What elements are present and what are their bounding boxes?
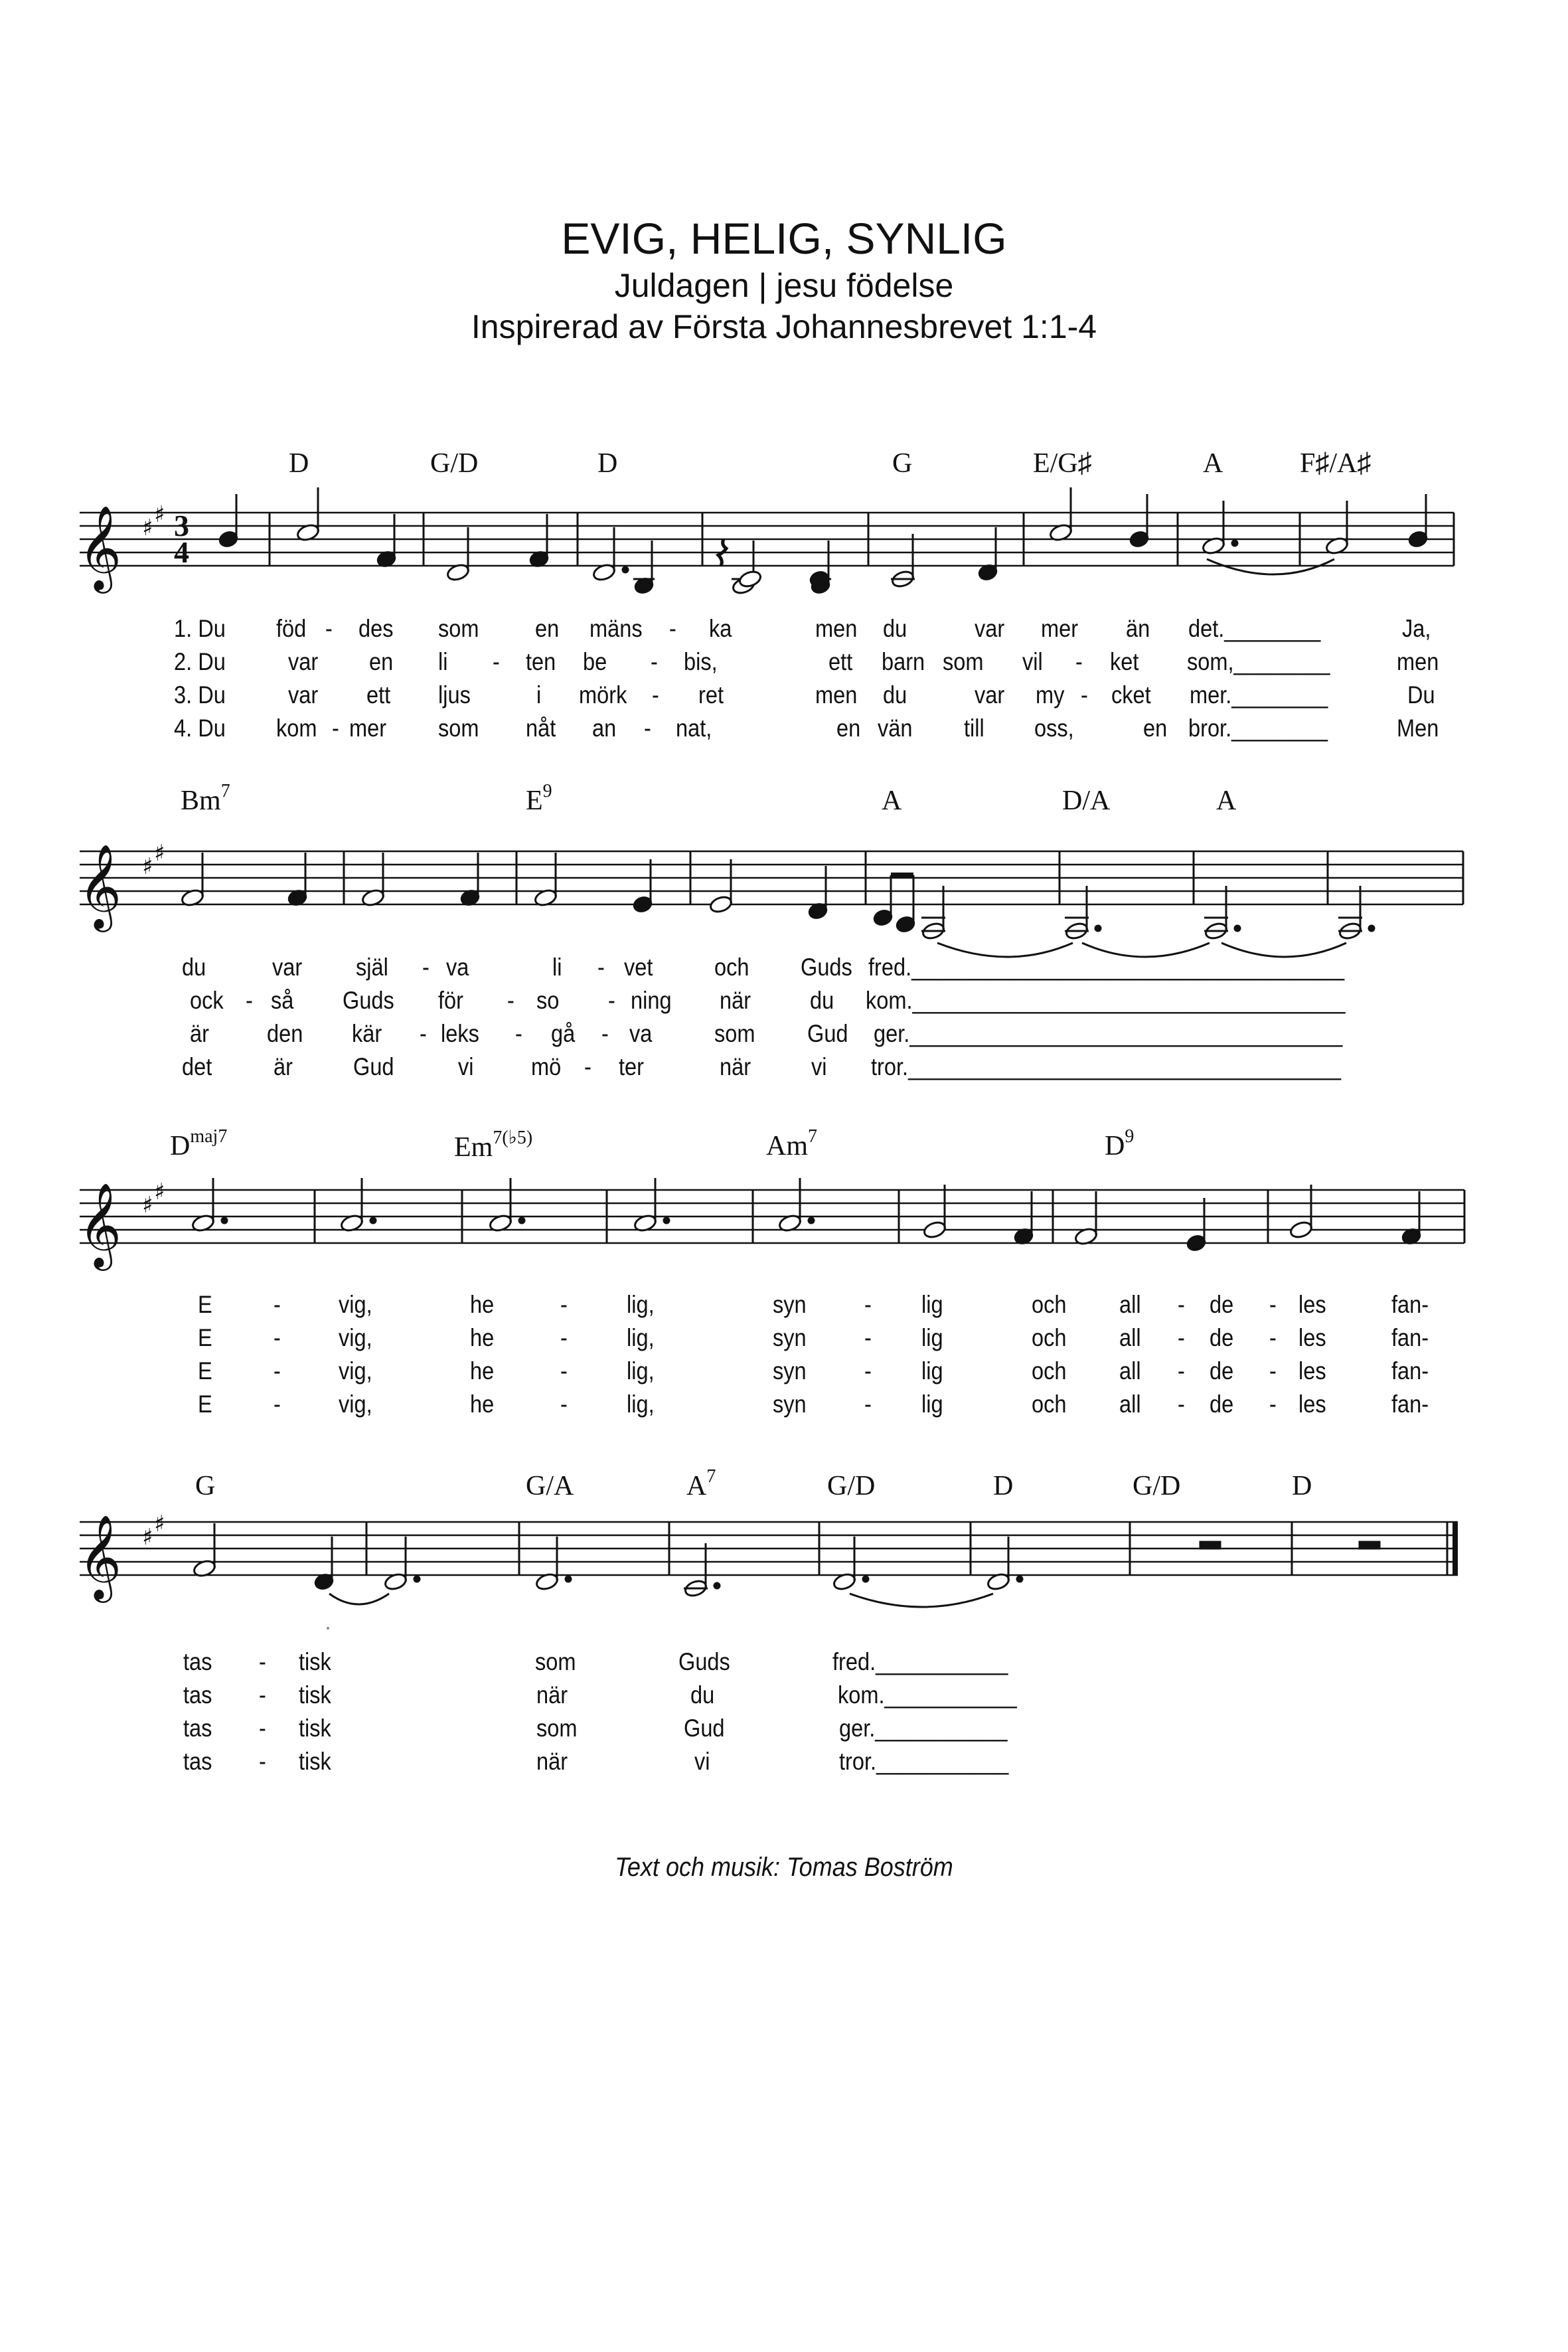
lyric-syllable: Du xyxy=(1407,681,1435,709)
lyric-syllable: he xyxy=(470,1357,495,1385)
lyric-syllable: Gud xyxy=(684,1715,725,1742)
lyric-syllable: du xyxy=(690,1681,715,1709)
lyric-syllable: vig, xyxy=(339,1324,372,1351)
chord-symbol: D xyxy=(597,448,618,479)
chord-symbol: $D^9$ xyxy=(1105,1126,1135,1161)
lyric-syllable: an xyxy=(592,714,617,742)
lyric-syllable: syn xyxy=(773,1324,807,1351)
lyric-syllable: - xyxy=(259,1748,266,1775)
lyric-syllable: E xyxy=(198,1390,212,1418)
svg-text:♯: ♯ xyxy=(154,1511,165,1537)
lyric-syllable: själ xyxy=(356,954,388,981)
lyric-syllable: leks xyxy=(441,1020,479,1047)
lyric-syllable: men xyxy=(1397,648,1439,675)
song-subtitle: Juldagen | jesu födelse xyxy=(614,267,954,304)
lyric-syllable: kom xyxy=(276,714,317,742)
lyric-syllable: än xyxy=(1126,615,1150,642)
lyric-syllable: var xyxy=(288,648,319,675)
chord-symbol: E/G♯ xyxy=(1033,448,1092,479)
lyric-syllable: - xyxy=(644,714,651,742)
lyric-syllable: - xyxy=(515,1020,522,1047)
lyric-syllable: all xyxy=(1119,1324,1141,1351)
svg-text:♯: ♯ xyxy=(154,840,165,867)
lyric-syllable: - xyxy=(274,1390,281,1418)
svg-text:𝄞: 𝄞 xyxy=(78,843,122,928)
lyric-syllable: - xyxy=(560,1357,568,1385)
verse-line-3 xyxy=(0,1715,1568,1748)
lyric-syllable: - xyxy=(560,1291,568,1318)
svg-text:3: 3 xyxy=(174,509,189,543)
lyric-syllable: du xyxy=(883,681,907,709)
lyric-syllable: ett xyxy=(828,648,853,675)
lyric-syllable: - xyxy=(864,1291,872,1318)
lyric-syllable: tas xyxy=(183,1748,212,1775)
lyric-syllable: när xyxy=(536,1681,568,1709)
lyric-syllable: - xyxy=(1269,1390,1277,1418)
lyric-syllable: - xyxy=(493,648,500,675)
lyric-syllable: all xyxy=(1119,1390,1141,1418)
lyric-syllable: E xyxy=(198,1357,212,1385)
lyric-syllable: tisk xyxy=(299,1748,331,1775)
song-title: EVIG, HELIG, SYNLIG xyxy=(561,214,1007,263)
lyric-syllable: ning xyxy=(631,987,672,1014)
lyric-syllable: he xyxy=(470,1390,495,1418)
lyric-syllable: 4. Du xyxy=(174,714,226,742)
chord-symbol: A xyxy=(1216,786,1237,816)
song-inspiration: Inspirerad av Första Johannesbrevet 1:1-4 xyxy=(471,308,1097,345)
lyric-syllable: Guds xyxy=(343,987,394,1014)
lyric-syllable: den xyxy=(267,1020,303,1047)
lyric-syllable: - xyxy=(560,1390,568,1418)
lyric-syllable: - xyxy=(669,615,676,642)
lyric-syllable: - xyxy=(1269,1291,1277,1318)
lyric-syllable: är xyxy=(274,1053,293,1080)
lyric-syllable: Gud xyxy=(353,1053,394,1080)
lyric-syllable: - xyxy=(259,1715,266,1742)
lyric-syllable: all xyxy=(1119,1291,1141,1318)
lyric-syllable: men xyxy=(815,615,858,642)
lyric-syllable: lig, xyxy=(627,1291,655,1318)
chord-symbol: $D^{maj7}$ xyxy=(170,1126,228,1161)
lyric-syllable: tas xyxy=(183,1648,212,1675)
lyric-syllable: tisk xyxy=(299,1715,331,1742)
lyric-syllable: - xyxy=(1178,1390,1185,1418)
lyric-syllable: när xyxy=(536,1748,568,1775)
chord-symbol: $E^9$ xyxy=(526,781,552,816)
lyric-syllable: var xyxy=(975,615,1005,642)
lyric-syllable: - xyxy=(597,954,605,981)
lyric-syllable: les xyxy=(1298,1291,1326,1318)
chord-symbol: D xyxy=(993,1471,1014,1501)
lyric-syllable: ger.____________________________________ xyxy=(874,1020,1343,1047)
chord-symbol: A xyxy=(882,786,902,816)
lyric-syllable: - xyxy=(1178,1324,1185,1351)
chord-symbol: A xyxy=(1203,448,1223,479)
lyric-syllable: Guds xyxy=(678,1648,730,1675)
svg-text:♯: ♯ xyxy=(142,853,153,880)
lyric-syllable: ret xyxy=(698,681,724,709)
lyric-syllable: les xyxy=(1298,1390,1326,1418)
lyric-syllable: fan- xyxy=(1391,1390,1429,1418)
lyric-syllable: de xyxy=(1210,1357,1234,1385)
lyric-syllable: de xyxy=(1210,1390,1234,1418)
lyric-syllable: les xyxy=(1298,1324,1326,1351)
lyric-syllable: de xyxy=(1210,1291,1234,1318)
chord-symbol: $Em^{7(♭5)}$ xyxy=(454,1128,533,1163)
svg-text:4: 4 xyxy=(174,535,189,569)
lyric-syllable: syn xyxy=(773,1291,807,1318)
credits-line: Text och musik: Tomas Boström xyxy=(615,1853,953,1882)
lyric-syllable: - xyxy=(1178,1357,1185,1385)
lyric-syllable: - xyxy=(1178,1291,1185,1318)
lyric-syllable: - xyxy=(601,1020,609,1047)
lyric-syllable: och xyxy=(1032,1291,1067,1318)
svg-text:♯: ♯ xyxy=(142,1192,153,1218)
lyric-syllable: - xyxy=(864,1390,872,1418)
chord-symbol: G/D xyxy=(1133,1471,1181,1501)
lyric-syllable: som xyxy=(943,648,984,675)
lyric-syllable: en xyxy=(836,714,861,742)
lyric-syllable: kär xyxy=(352,1020,382,1047)
lyric-syllable: mäns xyxy=(589,615,643,642)
lyric-syllable: som xyxy=(438,714,479,742)
lyric-syllable: - xyxy=(1075,648,1083,675)
lyric-syllable: - xyxy=(560,1324,568,1351)
lyric-syllable: mer xyxy=(349,714,387,742)
lyric-syllable: - xyxy=(259,1681,266,1709)
lyric-syllable: var xyxy=(272,954,303,981)
verse-line-4 xyxy=(0,1748,1568,1781)
svg-text:𝄞: 𝄞 xyxy=(78,1514,122,1599)
lyric-syllable: E xyxy=(198,1291,212,1318)
lyric-syllable: ett xyxy=(366,681,391,709)
lyric-syllable: i xyxy=(536,681,542,709)
lyric-syllable: ten xyxy=(526,648,556,675)
lyric-syllable: kom.____________________________________ xyxy=(866,987,1346,1014)
chord-symbol: D xyxy=(1292,1471,1312,1501)
lyric-syllable: tror.___________ xyxy=(839,1748,1009,1775)
lyric-syllable: bis, xyxy=(684,648,718,675)
chord-symbol: F♯/A♯ xyxy=(1300,448,1372,479)
lyric-syllable: kom.___________ xyxy=(838,1681,1017,1709)
lyric-syllable: föd xyxy=(276,615,307,642)
lyric-syllable: fan- xyxy=(1391,1324,1429,1351)
lyric-syllable: de xyxy=(1210,1324,1234,1351)
lyric-syllable: li xyxy=(552,954,562,981)
lyric-syllable: 3. Du xyxy=(174,681,226,709)
chord-symbol: D xyxy=(289,448,309,479)
lyric-syllable: tisk xyxy=(299,1681,331,1709)
lyric-syllable: be xyxy=(583,648,607,675)
lyric-syllable: vig, xyxy=(339,1291,372,1318)
lyric-syllable: des xyxy=(358,615,394,642)
lyric-syllable: syn xyxy=(773,1390,807,1418)
lyric-syllable: lig xyxy=(921,1390,943,1418)
lyric-syllable: vil xyxy=(1022,648,1043,675)
chord-symbol: G/D xyxy=(827,1471,876,1501)
chord-symbol: G/A xyxy=(526,1471,574,1501)
lyric-syllable: cket xyxy=(1111,681,1151,709)
lyric-syllable: som xyxy=(714,1020,755,1047)
lyric-syllable: bror.________ xyxy=(1188,714,1328,742)
lyric-syllable: lig xyxy=(921,1357,943,1385)
svg-text:♯: ♯ xyxy=(154,1179,165,1205)
chord-symbol: G xyxy=(195,1471,216,1501)
lyric-syllable: - xyxy=(584,1053,591,1080)
lyric-syllable: - xyxy=(652,681,659,709)
lyric-syllable: du xyxy=(182,954,206,981)
lyric-syllable: och xyxy=(1032,1390,1067,1418)
lyric-syllable: som,________ xyxy=(1187,648,1330,675)
lyric-syllable: vi xyxy=(458,1053,474,1080)
lyric-syllable: barn xyxy=(882,648,925,675)
lyric-syllable: li xyxy=(438,648,448,675)
lyric-syllable: ger.___________ xyxy=(839,1715,1008,1742)
lyric-syllable: det.________ xyxy=(1188,615,1321,642)
lyric-syllable: - xyxy=(422,954,430,981)
lyric-syllable: mer xyxy=(1041,615,1079,642)
svg-text:♯: ♯ xyxy=(142,515,153,541)
lyric-syllable: lig xyxy=(921,1291,943,1318)
lyric-syllable: fred.___________ xyxy=(832,1648,1008,1675)
verse-line-1 xyxy=(0,1648,1568,1681)
lyric-syllable: en xyxy=(535,615,560,642)
lyric-syllable: när xyxy=(720,1053,751,1080)
lyric-syllable: 1. Du xyxy=(174,615,226,642)
lyric-syllable: Ja, xyxy=(1402,615,1431,642)
lyric-syllable: vig, xyxy=(339,1390,372,1418)
svg-text:♯: ♯ xyxy=(154,501,165,528)
lyric-syllable: - xyxy=(246,987,253,1014)
chord-symbol: G xyxy=(892,448,913,479)
lyric-syllable: va xyxy=(446,954,469,981)
chord-symbol: D/A xyxy=(1062,786,1111,816)
lyric-syllable: lig, xyxy=(627,1357,655,1385)
lyric-syllable: ter xyxy=(619,1053,645,1080)
lyric-syllable: du xyxy=(810,987,834,1014)
lyric-syllable: Men xyxy=(1397,714,1439,742)
lyric-syllable: - xyxy=(420,1020,427,1047)
lyric-syllable: my xyxy=(1036,681,1065,709)
chord-symbol: Am$^7$ xyxy=(766,1126,817,1161)
lyric-syllable: ljus xyxy=(438,681,471,709)
lyric-syllable: - xyxy=(1269,1324,1277,1351)
lyric-syllable: som xyxy=(536,1715,578,1742)
lyric-syllable: - xyxy=(332,714,339,742)
lyric-syllable: - xyxy=(651,648,658,675)
svg-text:♯: ♯ xyxy=(142,1524,153,1551)
lyric-syllable: mö xyxy=(531,1053,562,1080)
lyric-syllable: gå xyxy=(551,1020,576,1047)
lyric-syllable: oss, xyxy=(1034,714,1074,742)
svg-text:𝄞: 𝄞 xyxy=(78,505,122,590)
lyric-syllable: vi xyxy=(694,1748,710,1775)
lyric-syllable: för xyxy=(438,987,464,1014)
lyric-syllable: men xyxy=(815,681,858,709)
lyric-syllable: Guds xyxy=(801,954,852,981)
lyric-syllable: he xyxy=(470,1291,495,1318)
lyric-syllable: mörk xyxy=(579,681,627,709)
lyric-syllable: - xyxy=(507,987,514,1014)
lyric-syllable: lig, xyxy=(627,1390,655,1418)
lyric-syllable: så xyxy=(271,987,294,1014)
lyric-syllable: E xyxy=(198,1324,212,1351)
lyric-syllable: Gud xyxy=(807,1020,848,1047)
lyric-syllable: och xyxy=(1032,1357,1067,1385)
lyric-syllable: tas xyxy=(183,1681,212,1709)
lyric-syllable: all xyxy=(1119,1357,1141,1385)
lyric-syllable: en xyxy=(1143,714,1168,742)
lyric-syllable: vi xyxy=(811,1053,827,1080)
lyric-syllable: tror.____________________________________ xyxy=(871,1053,1342,1080)
lyric-syllable: ket xyxy=(1110,648,1139,675)
lyric-syllable: var xyxy=(288,681,319,709)
lyric-syllable: - xyxy=(325,615,333,642)
lyric-syllable: ock xyxy=(190,987,224,1014)
lyric-syllable: les xyxy=(1298,1357,1326,1385)
lyric-syllable: som xyxy=(438,615,479,642)
svg-text:𝄞: 𝄞 xyxy=(78,1182,122,1267)
lyric-syllable: - xyxy=(274,1324,281,1351)
lyric-syllable: ka xyxy=(709,615,732,642)
lyric-syllable: - xyxy=(259,1648,266,1675)
lyric-syllable: - xyxy=(274,1357,281,1385)
lyric-syllable: - xyxy=(1081,681,1088,709)
lyric-syllable: tisk xyxy=(299,1648,331,1675)
verse-line-2 xyxy=(0,1681,1568,1715)
lyric-syllable: vig, xyxy=(339,1357,372,1385)
lyric-syllable: nat, xyxy=(676,714,712,742)
lyric-syllable: va xyxy=(629,1020,653,1047)
lyric-syllable: du xyxy=(883,615,907,642)
lyric-syllable: och xyxy=(1032,1324,1067,1351)
lyric-syllable: lig xyxy=(921,1324,943,1351)
lyric-syllable: lig, xyxy=(627,1324,655,1351)
lyric-syllable: det xyxy=(182,1053,212,1080)
lyric-syllable: fan- xyxy=(1391,1291,1429,1318)
lyric-syllable: var xyxy=(975,681,1005,709)
lyric-syllable: tas xyxy=(183,1715,212,1742)
lyric-syllable: mer.________ xyxy=(1190,681,1328,709)
lyric-syllable: - xyxy=(608,987,615,1014)
lyric-syllable: so xyxy=(536,987,560,1014)
lyric-syllable: till xyxy=(964,714,984,742)
lyric-syllable: syn xyxy=(773,1357,807,1385)
lyric-syllable: - xyxy=(274,1291,281,1318)
lyric-syllable: 2. Du xyxy=(174,648,226,675)
lyric-syllable: he xyxy=(470,1324,495,1351)
chord-symbol: Bm$^7$ xyxy=(181,781,230,816)
lyric-syllable: - xyxy=(864,1324,872,1351)
lyric-syllable: en xyxy=(369,648,394,675)
lyric-syllable: - xyxy=(1269,1357,1277,1385)
lyric-syllable: fred.____________________________________ xyxy=(868,954,1345,981)
lyric-syllable: som xyxy=(535,1648,576,1675)
lyric-syllable: är xyxy=(190,1020,209,1047)
lyric-syllable: vet xyxy=(624,954,653,981)
lyric-syllable: fan- xyxy=(1391,1357,1429,1385)
lyric-syllable: nåt xyxy=(526,714,556,742)
lyric-syllable: - xyxy=(864,1357,872,1385)
chord-symbol: G/D xyxy=(430,448,479,479)
lyric-syllable: och xyxy=(714,954,749,981)
chord-symbol: $A^7$ xyxy=(686,1466,716,1501)
lyric-syllable: vän xyxy=(878,714,913,742)
lyric-syllable: när xyxy=(720,987,751,1014)
